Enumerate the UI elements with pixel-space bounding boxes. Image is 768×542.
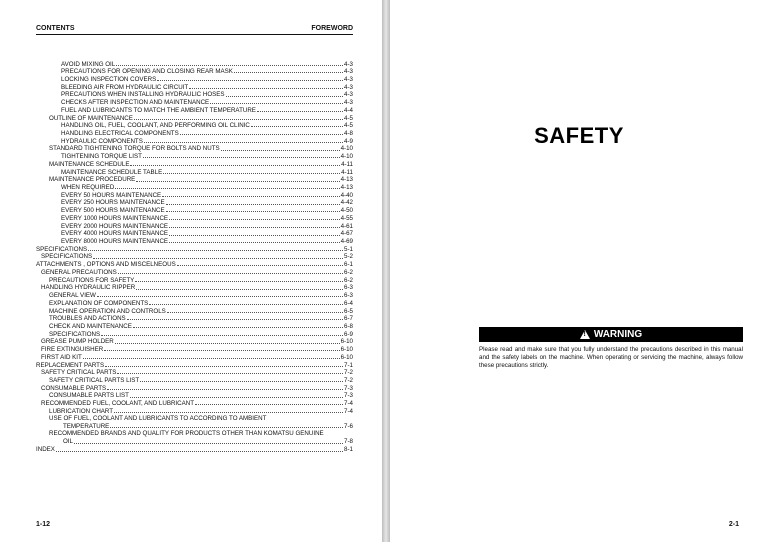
toc-title: BLEEDING AIR FROM HYDRAULIC CIRCUIT <box>61 83 189 91</box>
toc-page: 4-3 <box>344 99 353 107</box>
toc-leader <box>234 67 343 73</box>
toc-entry <box>36 415 353 430</box>
toc-leader <box>134 114 343 120</box>
toc-page: 4-10 <box>340 153 353 161</box>
toc-title: STANDARD TIGHTENING TORQUE FOR BOLTS AND NUTS <box>49 145 220 153</box>
toc-title: SPECIFICATIONS <box>49 330 101 338</box>
toc-leader <box>189 83 343 89</box>
toc-leader <box>88 245 343 251</box>
toc-leader <box>226 91 344 97</box>
toc-leader <box>166 199 340 205</box>
toc-leader <box>180 129 343 135</box>
toc-page: 6-2 <box>344 276 353 284</box>
toc-title: SAFETY CRITICAL PARTS LIST <box>49 376 140 384</box>
toc-page: 4-69 <box>340 238 353 246</box>
toc-page: 4-11 <box>341 168 353 176</box>
toc-title: MACHINE OPERATION AND CONTROLS <box>49 307 166 315</box>
toc-page: 6-10 <box>340 338 353 346</box>
toc-leader <box>116 60 343 66</box>
toc-title: HYDRAULIC COMPONENTS <box>61 137 143 145</box>
toc-title: GENERAL PRECAUTIONS <box>41 268 117 276</box>
toc-page: 6-5 <box>344 307 353 315</box>
toc-title: MAINTENANCE SCHEDULE <box>49 160 130 168</box>
toc-leader <box>118 268 343 274</box>
toc-page: 6-10 <box>340 353 353 361</box>
toc-leader <box>163 168 340 174</box>
toc-leader <box>221 145 340 151</box>
toc-page: 4-4 <box>344 106 353 114</box>
toc-title: USE OF FUEL, COOLANT AND LUBRICANTS TO ACCORDING TO AMBIENT <box>49 415 267 423</box>
toc-leader <box>56 446 343 452</box>
toc-page: 4-40 <box>340 191 353 199</box>
toc-leader <box>210 98 343 104</box>
toc-leader <box>130 160 340 166</box>
toc-leader <box>143 152 340 158</box>
toc-page: 4-9 <box>344 137 353 145</box>
toc-title: PRECAUTIONS FOR OPENING AND CLOSING REAR MASK <box>61 68 233 76</box>
toc-leader <box>115 183 339 189</box>
toc-title: EVERY 8000 HOURS MAINTENANCE <box>61 238 169 246</box>
toc-page: 4-3 <box>344 60 353 68</box>
toc-title: ATTACHMENTS , OPTIONS AND MISCELNEOUS <box>36 261 176 269</box>
toc-title: WHEN REQUIRED <box>61 184 115 192</box>
toc-page: 6-10 <box>340 346 353 354</box>
toc-page: 6-2 <box>344 268 353 276</box>
toc-title: CONSUMABLE PARTS <box>41 384 107 392</box>
toc-page: 7-2 <box>344 369 353 377</box>
toc-leader <box>169 214 340 220</box>
toc-page: 6-1 <box>344 261 353 269</box>
toc-title: EVERY 250 HOURS MAINTENANCE <box>61 199 165 207</box>
toc-leader <box>104 345 339 351</box>
toc-leader <box>101 330 343 336</box>
toc-title: TIGHTENING TORQUE LIST <box>61 153 142 161</box>
toc-leader <box>177 260 343 266</box>
toc-leader <box>140 376 343 382</box>
toc-page: 4-8 <box>344 129 353 137</box>
toc-leader <box>167 307 343 313</box>
toc-title: HANDLING OIL, FUEL, COOLANT, AND PERFORMING OIL CLINIC <box>61 122 250 130</box>
page-number-right: 2-1 <box>728 521 739 528</box>
toc-leader <box>169 230 340 236</box>
toc-title: EVERY 1000 HOURS MAINTENANCE <box>61 214 169 222</box>
table-of-contents <box>36 60 353 454</box>
toc-leader <box>105 361 343 367</box>
toc-title: FIRST AID KIT <box>41 353 82 361</box>
toc-title: EXPLANATION OF COMPONENTS <box>49 299 149 307</box>
toc-title: CHECK AND MAINTENANCE <box>49 322 132 330</box>
toc-leader <box>251 121 343 127</box>
warning-text: Please read and make sure that you fully understand the precautions described in this manual and the safety labels on the machine. When operating or servicing the machine, always follow these precautions strictly. <box>479 346 743 369</box>
toc-title: CHECKS AFTER INSPECTION AND MAINTENANCE <box>61 99 210 107</box>
toc-page: 7-4 <box>344 407 353 415</box>
toc-leader <box>74 438 343 444</box>
left-page <box>0 0 382 542</box>
toc-page: 6-3 <box>344 284 353 292</box>
header-contents: CONTENTS <box>36 25 75 32</box>
toc-title: FIRE EXTINGUISHER <box>41 346 104 354</box>
toc-page: 4-61 <box>340 222 353 230</box>
toc-title: MAINTENANCE PROCEDURE <box>49 176 136 184</box>
book-spine <box>382 0 390 542</box>
toc-title: PRECAUTIONS WHEN INSTALLING HYDRAULIC HOSES <box>61 91 225 99</box>
toc-leader <box>144 137 343 143</box>
toc-title: LUBRICATION CHART <box>49 407 114 415</box>
toc-leader <box>130 392 343 398</box>
toc-leader <box>83 353 340 359</box>
toc-title: HANDLING ELECTRICAL COMPONENTS <box>61 129 179 137</box>
toc-leader <box>169 222 340 228</box>
toc-leader <box>135 276 343 282</box>
right-page <box>390 0 768 542</box>
toc-title: EVERY 50 HOURS MAINTENANCE <box>61 191 162 199</box>
page-number-left: 1-12 <box>36 521 51 528</box>
toc-leader <box>257 106 343 112</box>
warning-label: WARNING <box>593 329 643 340</box>
toc-entry <box>36 430 353 445</box>
toc-title: FUEL AND LUBRICANTS TO MATCH THE AMBIENT TEMPERATURE <box>61 106 256 114</box>
toc-leader <box>157 75 343 81</box>
toc-page: 6-8 <box>344 322 353 330</box>
toc-page: 7-8 <box>344 438 353 446</box>
toc-page: 4-13 <box>340 184 353 192</box>
toc-leader <box>127 314 343 320</box>
toc-title: EVERY 4000 HOURS MAINTENANCE <box>61 230 169 238</box>
toc-leader <box>195 399 343 405</box>
toc-leader <box>136 284 343 290</box>
toc-page: 4-3 <box>344 75 353 83</box>
toc-entry <box>36 446 353 454</box>
toc-leader <box>169 237 340 243</box>
toc-page: 5-1 <box>344 245 353 253</box>
toc-page: 5-2 <box>344 253 353 261</box>
toc-leader <box>97 291 343 297</box>
header-rule <box>36 34 353 35</box>
toc-title: SAFETY CRITICAL PARTS <box>41 369 117 377</box>
toc-leader <box>93 253 343 259</box>
toc-leader <box>117 368 343 374</box>
toc-title: SPECIFICATIONS <box>36 245 88 253</box>
warning-triangle-icon: ! <box>580 330 590 339</box>
toc-title: TROUBLES AND ACTIONS <box>49 315 126 323</box>
toc-entry <box>36 407 353 415</box>
toc-title: EVERY 500 HOURS MAINTENANCE <box>61 207 165 215</box>
toc-leader <box>149 299 343 305</box>
toc-page: 8-1 <box>344 446 353 454</box>
toc-page: 6-7 <box>344 315 353 323</box>
toc-title: AVOID MIXING OIL <box>61 60 116 68</box>
toc-title-continued: TEMPERATURE <box>63 423 110 431</box>
toc-leader <box>115 338 340 344</box>
toc-title: INDEX <box>36 446 55 454</box>
toc-page: 4-3 <box>344 83 353 91</box>
header-foreword: FOREWORD <box>311 25 353 32</box>
toc-title: OUTLINE OF MAINTENANCE <box>49 114 133 122</box>
toc-page: 6-9 <box>344 330 353 338</box>
toc-leader <box>107 384 343 390</box>
toc-page: 4-5 <box>344 114 353 122</box>
toc-leader <box>114 407 343 413</box>
toc-page: 4-11 <box>341 160 353 168</box>
toc-leader <box>136 176 339 182</box>
toc-title: GREASE PUMP HOLDER <box>41 338 114 346</box>
toc-title: SPECIFICATIONS <box>41 253 93 261</box>
toc-title: PRECAUTIONS FOR SAFETY <box>49 276 135 284</box>
toc-title-continued: OIL <box>63 438 73 446</box>
toc-title: RECOMMENDED FUEL, COOLANT, AND LUBRICANT <box>41 400 194 408</box>
toc-title: MAINTENANCE SCHEDULE TABLE <box>61 168 163 176</box>
toc-title: RECOMMENDED BRANDS AND QUALITY FOR PRODUCTS OTHER THAN KOMATSU GENUINE <box>49 430 324 438</box>
toc-page: 7-4 <box>344 400 353 408</box>
toc-leader <box>166 206 340 212</box>
toc-page: 7-3 <box>344 384 353 392</box>
toc-title: LOCKING INSPECTION COVERS <box>61 75 157 83</box>
toc-page: 6-3 <box>344 292 353 300</box>
toc-page: 4-55 <box>340 214 353 222</box>
toc-page: 7-6 <box>344 423 353 431</box>
toc-title: CONSUMABLE PARTS LIST <box>49 392 129 400</box>
warning-banner <box>479 327 743 342</box>
toc-leader <box>110 422 343 428</box>
toc-page: 4-13 <box>340 176 353 184</box>
toc-title: EVERY 2000 HOURS MAINTENANCE <box>61 222 169 230</box>
toc-page: 4-50 <box>340 207 353 215</box>
toc-page: 7-1 <box>344 361 353 369</box>
toc-leader <box>133 322 343 328</box>
toc-title: GENERAL VIEW <box>49 292 96 300</box>
safety-title: SAFETY <box>534 123 624 148</box>
toc-page: 4-3 <box>344 68 353 76</box>
toc-title: REPLACEMENT PARTS <box>36 361 105 369</box>
toc-leader <box>162 191 339 197</box>
toc-page: 7-3 <box>344 392 353 400</box>
toc-page: 4-10 <box>340 145 353 153</box>
toc-title: HANDLING HYDRAULIC RIPPER <box>41 284 136 292</box>
toc-page: 4-42 <box>340 199 353 207</box>
toc-page: 4-5 <box>344 122 353 130</box>
toc-page: 7-2 <box>344 376 353 384</box>
toc-page: 4-3 <box>344 91 353 99</box>
toc-page: 4-67 <box>340 230 353 238</box>
toc-page: 6-4 <box>344 299 353 307</box>
